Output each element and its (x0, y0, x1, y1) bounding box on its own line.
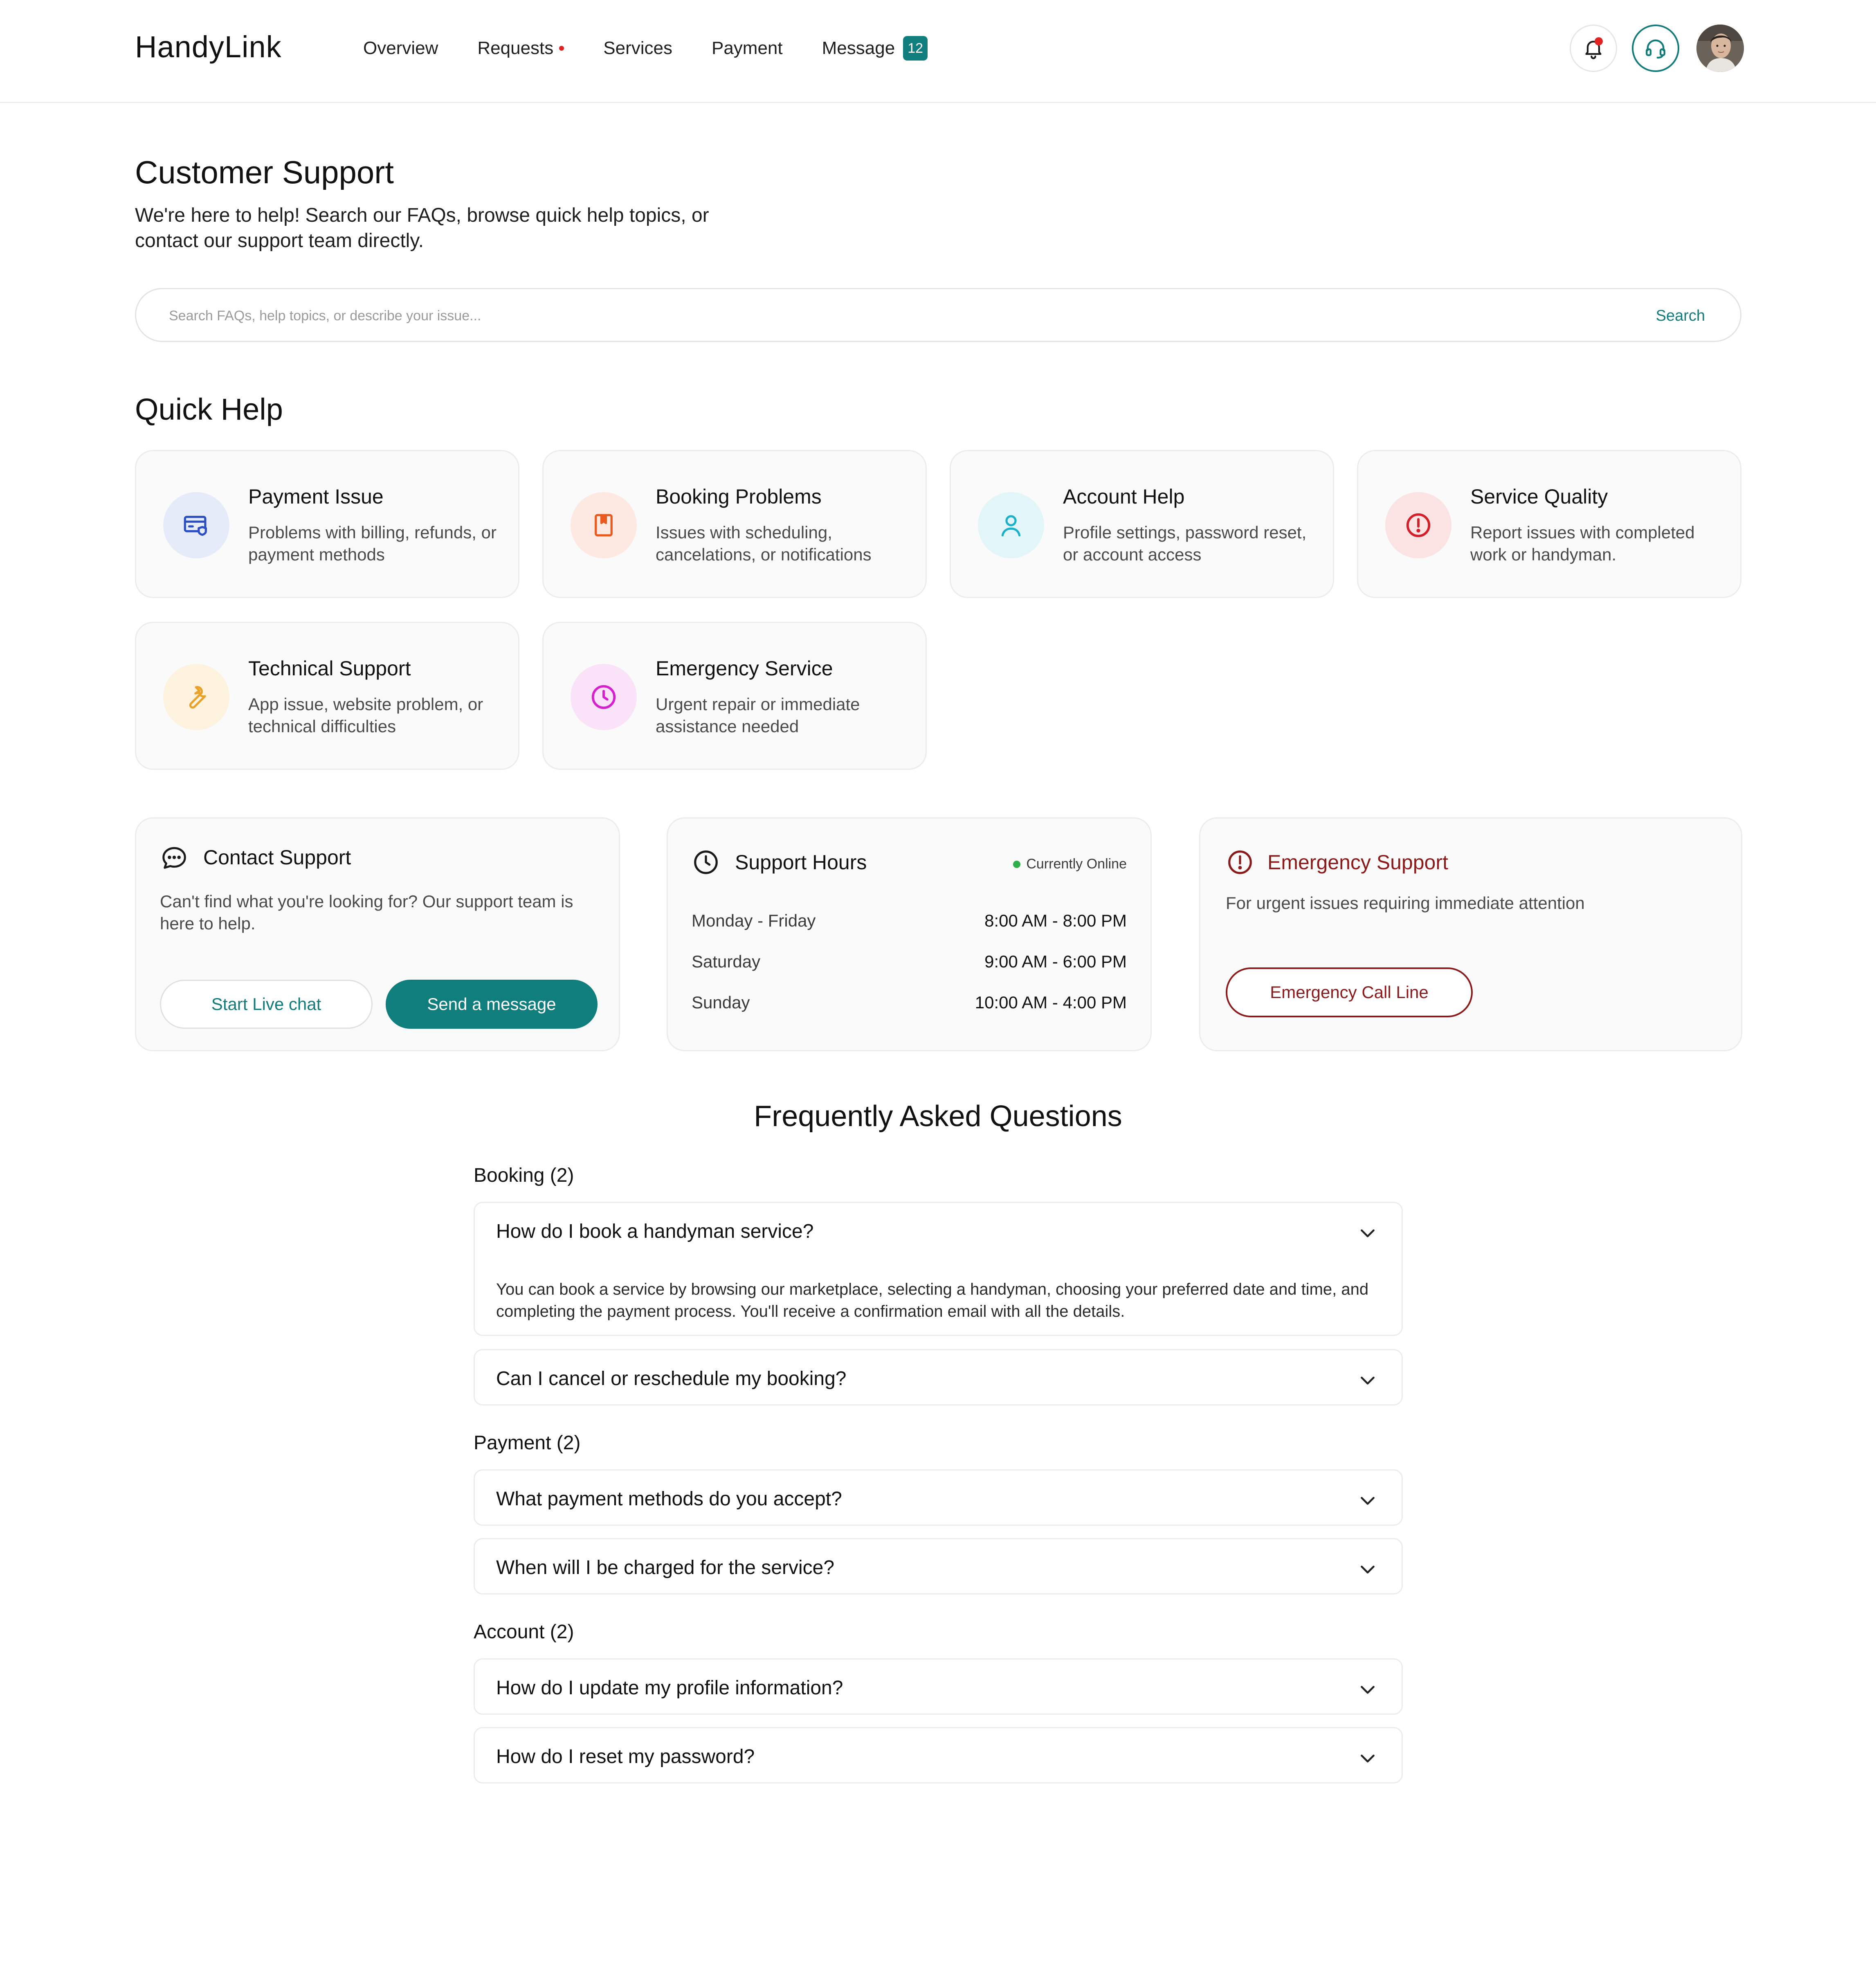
faq-item-expanded[interactable] (474, 1202, 1403, 1336)
support-button[interactable] (1632, 25, 1679, 72)
quick-help-desc: Problems with billing, refunds, or payment methods (248, 523, 497, 564)
faq-category-account: Account (2) (474, 1621, 574, 1643)
page-title: Customer Support (135, 154, 394, 190)
faq-answer: You can book a service by browsing our marketplace, selecting a handyman, choosing your preferred date and time, and completing the payment process. You'll receive a confirmation email with all the details. (496, 1280, 1369, 1320)
top-navbar (0, 0, 1876, 103)
support-hours-panel (667, 817, 1152, 1051)
faq-question: How do I book a handyman service? (496, 1221, 814, 1242)
hours-time: 10:00 AM - 4:00 PM (975, 993, 1127, 1012)
quick-help-desc: Issues with scheduling, cancelations, or notifications (656, 523, 872, 564)
alert-circle-icon (1385, 492, 1451, 558)
emergency-support-text: For urgent issues requiring immediate attention (1226, 893, 1585, 913)
faq-item[interactable] (474, 1349, 1403, 1406)
quick-help-card-technical[interactable] (135, 622, 519, 770)
clock-icon (571, 664, 637, 730)
chevron-down-icon (1357, 1748, 1378, 1768)
hours-day: Saturday (692, 952, 761, 971)
quick-help-desc: Report issues with completed work or handyman. (1470, 523, 1695, 564)
wrench-icon (163, 664, 229, 730)
emergency-support-title: Emergency Support (1267, 851, 1448, 874)
quick-help-title: Technical Support (248, 657, 411, 680)
quick-help-card-payment[interactable] (135, 450, 519, 598)
faq-question: When will I be charged for the service? (496, 1557, 835, 1579)
quick-help-title: Service Quality (1470, 485, 1608, 508)
quick-help-card-service-quality[interactable] (1357, 450, 1741, 598)
hours-time: 9:00 AM - 6:00 PM (984, 952, 1127, 971)
quick-help-desc: Urgent repair or immediate assistance needed (656, 695, 860, 736)
faq-category-payment: Payment (2) (474, 1432, 581, 1454)
quick-help-card-account[interactable] (950, 450, 1334, 598)
chevron-down-icon (1357, 1370, 1378, 1390)
faq-question: How do I reset my password? (496, 1746, 755, 1768)
send-message-button[interactable]: Send a message (386, 980, 598, 1029)
faq-question: What payment methods do you accept? (496, 1488, 842, 1510)
nav-requests[interactable] (477, 38, 564, 58)
faq-item[interactable] (474, 1538, 1403, 1594)
bookmark-icon (571, 492, 637, 558)
quick-help-card-booking[interactable] (542, 450, 927, 598)
faq-question: Can I cancel or reschedule my booking? (496, 1368, 847, 1390)
faq-category-booking: Booking (2) (474, 1165, 574, 1186)
chevron-down-icon (1357, 1559, 1378, 1579)
contact-support-title: Contact Support (203, 846, 351, 869)
search-bar (135, 288, 1741, 342)
headset-icon (1644, 36, 1667, 60)
credit-card-icon (163, 492, 229, 558)
notification-dot (1595, 37, 1603, 45)
chevron-down-icon (1357, 1223, 1378, 1243)
chevron-down-icon (1357, 1490, 1378, 1511)
quick-help-desc: App issue, website problem, or technical difficulties (248, 695, 483, 736)
faq-heading: Frequently Asked Questions (754, 1100, 1122, 1133)
quick-help-desc: Profile settings, password reset, or account access (1063, 523, 1307, 564)
chat-bubble-icon (160, 844, 189, 873)
nav-overview[interactable] (363, 38, 438, 58)
faq-item[interactable] (474, 1658, 1403, 1715)
nav-message[interactable] (822, 36, 928, 61)
clock-icon (692, 848, 720, 877)
faq-item[interactable] (474, 1469, 1403, 1526)
main-nav (363, 36, 967, 61)
requests-indicator-dot (559, 46, 564, 51)
online-status-label: Currently Online (1026, 856, 1127, 872)
hours-time: 8:00 AM - 8:00 PM (984, 911, 1127, 930)
search-input[interactable] (169, 302, 1600, 329)
start-live-chat-button[interactable]: Start Live chat (160, 980, 373, 1029)
nav-payment[interactable] (712, 38, 783, 58)
notifications-button[interactable] (1570, 25, 1617, 72)
online-status (1013, 856, 1127, 872)
quick-help-heading: Quick Help (135, 392, 283, 426)
chevron-down-icon (1357, 1679, 1378, 1700)
quick-help-title: Payment Issue (248, 485, 384, 508)
quick-help-title: Booking Problems (656, 485, 822, 508)
nav-services-label: Services (603, 38, 672, 58)
quick-help-card-emergency[interactable] (542, 622, 927, 770)
avatar-portrait (1696, 25, 1744, 72)
brand-logo[interactable]: HandyLink (135, 30, 282, 64)
hours-row (692, 911, 1127, 931)
message-count-badge: 12 (903, 36, 928, 61)
emergency-call-line-button[interactable]: Emergency Call Line (1226, 967, 1473, 1017)
faq-item[interactable] (474, 1727, 1403, 1783)
nav-requests-label: Requests (477, 38, 554, 58)
quick-help-title: Emergency Service (656, 657, 833, 680)
online-status-dot (1013, 861, 1020, 868)
alert-circle-icon (1226, 848, 1254, 877)
contact-support-text: Can't find what you're looking for? Our support team is here to help. (160, 892, 573, 933)
faq-question: How do I update my profile information? (496, 1677, 843, 1699)
nav-services[interactable] (603, 38, 672, 58)
hours-row (692, 952, 1127, 972)
user-avatar[interactable] (1696, 25, 1744, 72)
search-button[interactable]: Search (1656, 307, 1705, 324)
hours-day: Sunday (692, 993, 750, 1012)
user-icon (978, 492, 1044, 558)
page-subtitle: We're here to help! Search our FAQs, browse quick help topics, or contact our support team directly. (135, 205, 709, 252)
quick-help-title: Account Help (1063, 485, 1185, 508)
nav-overview-label: Overview (363, 38, 438, 58)
nav-payment-label: Payment (711, 38, 783, 58)
contact-support-panel (135, 817, 620, 1051)
nav-message-label: Message (822, 38, 895, 58)
support-hours-title: Support Hours (735, 851, 867, 874)
hours-day: Monday - Friday (692, 911, 816, 930)
hours-row (692, 993, 1127, 1012)
emergency-support-panel (1199, 817, 1742, 1051)
